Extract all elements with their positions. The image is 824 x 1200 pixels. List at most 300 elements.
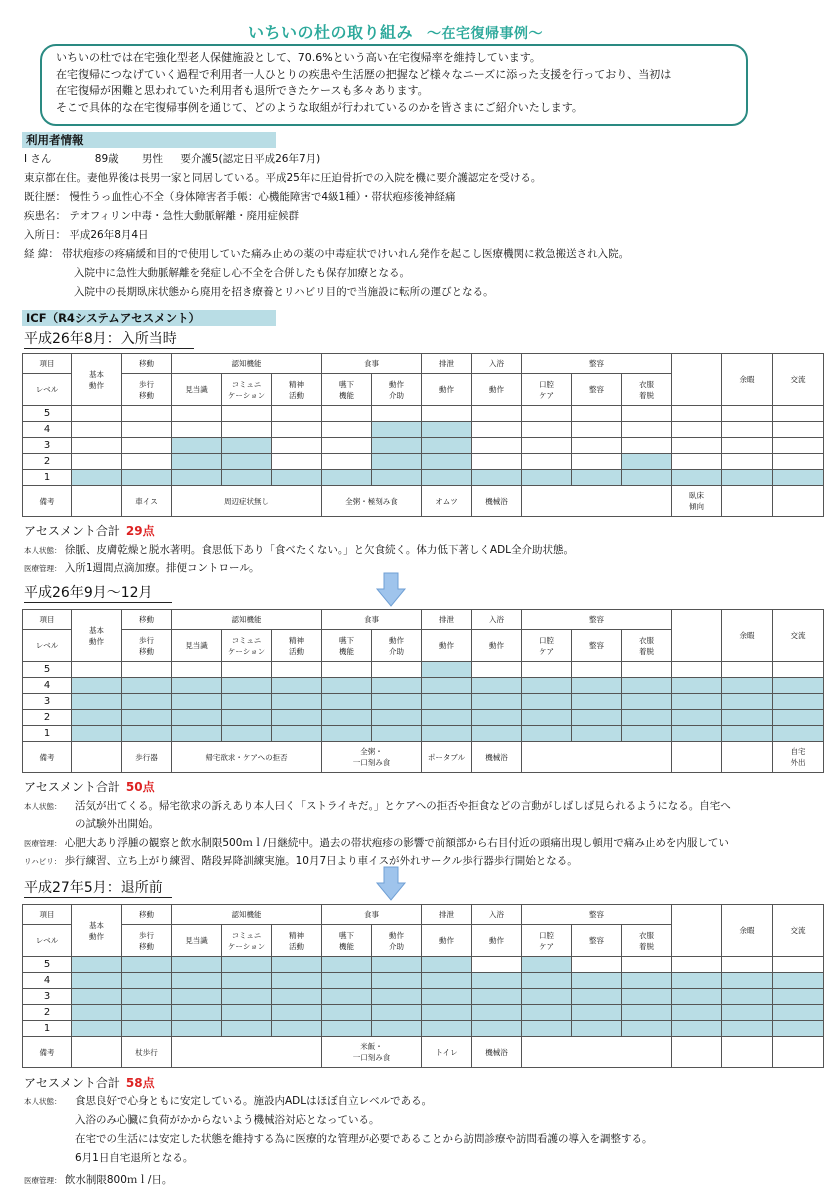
level-cell (472, 454, 522, 470)
header-basic: 基本 動作 (72, 610, 122, 662)
level-cell (773, 438, 824, 454)
level-cell (172, 710, 222, 726)
level-cell (622, 989, 672, 1005)
level-cell (773, 973, 824, 989)
level-cell (372, 470, 422, 486)
level-cell (672, 454, 722, 470)
level-cell (572, 454, 622, 470)
intro-line: そこで具体的な在宅復帰事例を通じて、どのような取組が行われているのかを皆さまにご紹介いたします。 (56, 100, 583, 114)
rehab-text: 歩行練習、立ち上がり練習、階段昇降訓練実施。10月7日より車イスが外れサークル歩行器歩行開始となる。 (64, 855, 578, 867)
level-cell (122, 726, 172, 742)
level-cell (122, 989, 172, 1005)
level-cell (773, 1005, 824, 1021)
level-cell (672, 694, 722, 710)
arrow-down-icon (376, 867, 406, 901)
level-cell (272, 1021, 322, 1037)
note-meal: 米飯・ 一口刻み食 (322, 1037, 422, 1068)
header-communication: コミュニ ケーション (222, 374, 272, 406)
header-bath-act: 動作 (472, 630, 522, 662)
level-cell (572, 422, 622, 438)
level-cell (672, 422, 722, 438)
header-groom: 整容 (572, 925, 622, 957)
level-cell (272, 989, 322, 1005)
level-cell (622, 470, 672, 486)
level-cell (372, 406, 422, 422)
level-cell (122, 694, 172, 710)
header-excretion-act: 動作 (422, 630, 472, 662)
header-meal: 食事 (322, 905, 422, 925)
level-cell (372, 422, 422, 438)
note-cell (72, 1037, 122, 1068)
level-cell (522, 1021, 572, 1037)
level-cell (522, 957, 572, 973)
note-walk: 歩行器 (122, 742, 172, 773)
status-text: 徐脈、皮膚乾燥と脱水著明。食思低下あり「食べたくない。」と欠食続く。体力低下著しくADL全介助状態。 (64, 544, 574, 556)
level-cell (722, 678, 773, 694)
level-cell (422, 973, 472, 989)
total-points: 58点 (125, 1076, 155, 1090)
status-row (24, 543, 574, 558)
level-cell (222, 438, 272, 454)
header-mental: 精神 活動 (272, 630, 322, 662)
level-cell (572, 710, 622, 726)
header-cognition: 認知機能 (172, 905, 322, 925)
note-leisure-bed (672, 1037, 722, 1068)
level-label: 3 (23, 438, 72, 454)
level-cell (672, 726, 722, 742)
status-text: 6月1日自宅退所となる。 (75, 1152, 194, 1164)
intro-line: いちいの杜では在宅強化型老人保健施設として、70.6%という高い在宅復帰率を維持しています。 (56, 51, 541, 64)
header-leisure: 余暇 (722, 905, 773, 957)
level-cell (372, 710, 422, 726)
level-cell (622, 454, 672, 470)
status-text: の試験外出開始。 (75, 818, 159, 830)
status-row (24, 799, 62, 814)
header-bath: 入浴 (472, 354, 522, 374)
note-social (773, 1037, 824, 1068)
level-cell (672, 1021, 722, 1037)
level-cell (622, 1021, 672, 1037)
level-cell (322, 406, 372, 422)
level-cell (722, 957, 773, 973)
level-cell (572, 438, 622, 454)
level-cell (122, 438, 172, 454)
level-cell (773, 710, 824, 726)
level-cell (422, 694, 472, 710)
level-cell (372, 1005, 422, 1021)
status-row (24, 1094, 62, 1109)
user-residence: 東京都在住。妻他界後は長男一家と同居している。平成25年に圧迫骨折での入院を機に要介護認定を受ける。 (24, 172, 542, 184)
level-cell (672, 470, 722, 486)
note-cell (72, 486, 122, 517)
level-cell (422, 726, 472, 742)
header-orientation: 見当識 (172, 630, 222, 662)
icf-table (22, 609, 824, 773)
level-cell (72, 694, 122, 710)
header-level: レベル (23, 630, 72, 662)
level-label: 5 (23, 957, 72, 973)
status-label: 本人状態： (24, 546, 62, 555)
level-cell (722, 726, 773, 742)
level-cell (522, 726, 572, 742)
level-label: 4 (23, 422, 72, 438)
level-cell (272, 406, 322, 422)
icf-table (22, 904, 824, 1068)
level-cell (372, 694, 422, 710)
level-cell (172, 694, 222, 710)
level-cell (773, 406, 824, 422)
header-excretion: 排泄 (422, 354, 472, 374)
level-cell (522, 694, 572, 710)
status-text: 入浴のみ心臓に負荷がかからないよう機械浴対応となっている。 (75, 1114, 380, 1126)
header-grooming: 整容 (522, 354, 672, 374)
level-cell (322, 989, 372, 1005)
level-cell (622, 710, 672, 726)
level-cell (122, 710, 172, 726)
user-disease: 疾患名： テオフィリン中毒・急性大動脈解離・廃用症候群 (24, 210, 299, 222)
level-cell (372, 973, 422, 989)
intro-line: 在宅復帰につなげていく過程で利用者一人ひとりの疾患や生活歴の把握など様々なニーズに添った支援を行っており、当初は (56, 67, 672, 81)
status-text: 食思良好で心身ともに安定している。施設内ADLはほぼ自立レベルである。 (75, 1095, 433, 1107)
note-grooming (522, 1037, 672, 1068)
medical-row (24, 1173, 172, 1188)
level-cell (522, 406, 572, 422)
level-cell (422, 662, 472, 678)
level-cell (672, 662, 722, 678)
header-cognition: 認知機能 (172, 354, 322, 374)
header-oral-care: 口腔 ケア (522, 630, 572, 662)
level-cell (422, 422, 472, 438)
level-cell (222, 1021, 272, 1037)
user-background-2: 入院中に急性大動脈解離を発症し心不全を合併したも保存加療となる。 (74, 267, 410, 279)
header-meal: 食事 (322, 354, 422, 374)
level-cell (372, 957, 422, 973)
level-cell (773, 678, 824, 694)
header-dress: 衣服 着脱 (622, 925, 672, 957)
header-orientation: 見当識 (172, 374, 222, 406)
level-cell (272, 694, 322, 710)
level-cell (622, 406, 672, 422)
level-cell (272, 1005, 322, 1021)
header-leisure: 余暇 (722, 610, 773, 662)
level-cell (572, 989, 622, 1005)
level-cell (722, 710, 773, 726)
rehab-row (24, 854, 578, 869)
level-cell (672, 957, 722, 973)
level-cell (172, 957, 222, 973)
level-cell (322, 726, 372, 742)
header-walk: 歩行 移動 (122, 630, 172, 662)
level-cell (472, 694, 522, 710)
note-leisure-bed: 臥床 傾向 (672, 486, 722, 517)
medical-row (24, 836, 775, 851)
phase-title: 平成26年8月：入所当時 (24, 330, 194, 349)
note-meal: 全粥・極刻み食 (322, 486, 422, 517)
level-cell (72, 726, 122, 742)
header-leisure: 余暇 (722, 354, 773, 406)
header-assist: 動作 介助 (372, 630, 422, 662)
note-bath: 機械浴 (472, 1037, 522, 1068)
medical-label: 医療管理： (24, 564, 62, 573)
header-bath-act: 動作 (472, 374, 522, 406)
level-cell (773, 957, 824, 973)
level-label: 3 (23, 989, 72, 1005)
note-cognition: 帰宅欲求・ケアへの拒否 (172, 742, 322, 773)
note-excretion: トイレ (422, 1037, 472, 1068)
user-admission: 入所日： 平成26年8月4日 (24, 229, 149, 241)
status-text: 活気が出てくる。帰宅欲求の訴えあり本人曰く「ストライキだ。」とケアへの拒否や拒食などの言動がしばしば見られるようになる。自宅へ (75, 800, 731, 812)
header-level: レベル (23, 925, 72, 957)
level-label: 4 (23, 678, 72, 694)
assessment-total (24, 778, 155, 795)
level-cell (522, 678, 572, 694)
note-leisure (722, 742, 773, 773)
medical-row (24, 561, 259, 576)
level-cell (672, 1005, 722, 1021)
note-grooming (522, 742, 672, 773)
header-groom: 整容 (572, 374, 622, 406)
level-cell (322, 1005, 372, 1021)
level-cell (522, 438, 572, 454)
level-cell (72, 662, 122, 678)
rehab-label: リハビリ： (24, 857, 62, 866)
level-cell (272, 438, 322, 454)
level-cell (222, 422, 272, 438)
level-cell (773, 989, 824, 1005)
level-label: 2 (23, 710, 72, 726)
header-swallow: 嚥下 機能 (322, 630, 372, 662)
level-cell (272, 470, 322, 486)
level-cell (472, 957, 522, 973)
header-move: 移動 (122, 354, 172, 374)
level-cell (622, 973, 672, 989)
level-cell (272, 726, 322, 742)
level-cell (222, 726, 272, 742)
title-main: いちいの杜の取り組み (247, 23, 413, 42)
level-cell (72, 957, 122, 973)
level-cell (422, 470, 472, 486)
page-title (0, 20, 791, 43)
level-cell (172, 989, 222, 1005)
level-cell (472, 406, 522, 422)
total-label: アセスメント合計 (24, 780, 120, 794)
user-care-level: 要介護5(認定日平成26年7月) (180, 153, 321, 165)
intro-box (40, 44, 748, 126)
level-cell (122, 957, 172, 973)
phase-title: 平成27年5月：退所前 (24, 879, 172, 898)
level-cell (472, 726, 522, 742)
level-label: 2 (23, 454, 72, 470)
user-history: 既往歴： 慢性うっ血性心不全（身体障害者手帳：心機能障害で4級1種）・帯状疱疹後神経痛 (24, 191, 456, 203)
level-label: 5 (23, 406, 72, 422)
notes-label: 備考 (23, 486, 72, 517)
level-cell (672, 406, 722, 422)
note-meal: 全粥・ 一口刻み食 (322, 742, 422, 773)
level-cell (172, 422, 222, 438)
note-bath: 機械浴 (472, 742, 522, 773)
header-excretion: 排泄 (422, 905, 472, 925)
level-cell (72, 1005, 122, 1021)
level-cell (372, 678, 422, 694)
level-cell (222, 662, 272, 678)
level-cell (222, 694, 272, 710)
header-bath-act: 動作 (472, 925, 522, 957)
level-cell (72, 989, 122, 1005)
level-cell (172, 726, 222, 742)
level-cell (622, 694, 672, 710)
header-grooming: 整容 (522, 610, 672, 630)
level-cell (422, 678, 472, 694)
level-cell (122, 678, 172, 694)
level-cell (472, 678, 522, 694)
level-cell (572, 1021, 622, 1037)
level-label: 3 (23, 694, 72, 710)
level-cell (472, 438, 522, 454)
level-cell (372, 989, 422, 1005)
level-cell (322, 710, 372, 726)
level-cell (272, 710, 322, 726)
icf-table (22, 353, 824, 517)
level-cell (672, 678, 722, 694)
header-cognition: 認知機能 (172, 610, 322, 630)
level-cell (222, 1005, 272, 1021)
level-cell (122, 406, 172, 422)
phase-title: 平成26年9月〜12月 (24, 584, 172, 603)
header-social: 交流 (773, 354, 824, 406)
level-cell (572, 662, 622, 678)
level-cell (472, 422, 522, 438)
notes-label: 備考 (23, 1037, 72, 1068)
level-cell (172, 470, 222, 486)
status-label: 本人状態： (24, 802, 62, 811)
note-walk: 車イス (122, 486, 172, 517)
level-cell (522, 422, 572, 438)
level-cell (422, 454, 472, 470)
medical-text: 心肥大あり浮腫の観察と飲水制限500ｍｌ/日継続中。過去の帯状疱疹の影響で前額部から右目付近の頭痛出現し頓用で痛み止めを内服してい (64, 837, 729, 849)
level-cell (272, 422, 322, 438)
note-grooming (522, 486, 672, 517)
title-sub: 〜在宅復帰事例〜 (427, 26, 543, 42)
header-excretion: 排泄 (422, 610, 472, 630)
level-cell (272, 662, 322, 678)
level-cell (422, 406, 472, 422)
arrow-down-icon (376, 573, 406, 607)
level-label: 5 (23, 662, 72, 678)
level-cell (722, 1021, 773, 1037)
level-cell (722, 973, 773, 989)
level-cell (72, 406, 122, 422)
level-cell (322, 1021, 372, 1037)
level-cell (422, 1005, 472, 1021)
level-cell (522, 662, 572, 678)
level-cell (522, 710, 572, 726)
level-cell (322, 678, 372, 694)
notes-label: 備考 (23, 742, 72, 773)
header-blank (672, 610, 722, 662)
level-cell (272, 957, 322, 973)
note-cell (72, 742, 122, 773)
level-cell (422, 710, 472, 726)
level-cell (572, 678, 622, 694)
level-cell (272, 973, 322, 989)
level-cell (722, 989, 773, 1005)
level-cell (122, 662, 172, 678)
note-leisure (722, 1037, 773, 1068)
level-cell (622, 957, 672, 973)
medical-label: 医療管理： (24, 839, 62, 848)
level-cell (172, 438, 222, 454)
header-level: レベル (23, 374, 72, 406)
header-move: 移動 (122, 905, 172, 925)
level-label: 4 (23, 973, 72, 989)
header-bath: 入浴 (472, 905, 522, 925)
level-label: 2 (23, 1005, 72, 1021)
level-cell (122, 422, 172, 438)
header-dress: 衣服 着脱 (622, 374, 672, 406)
header-item: 項目 (23, 610, 72, 630)
level-cell (222, 406, 272, 422)
level-cell (472, 973, 522, 989)
header-swallow: 嚥下 機能 (322, 374, 372, 406)
header-groom: 整容 (572, 630, 622, 662)
level-cell (272, 678, 322, 694)
level-cell (622, 422, 672, 438)
level-cell (722, 662, 773, 678)
level-cell (172, 1005, 222, 1021)
level-cell (773, 470, 824, 486)
status-label: 本人状態： (24, 1097, 62, 1106)
level-cell (322, 438, 372, 454)
level-cell (773, 662, 824, 678)
header-meal: 食事 (322, 610, 422, 630)
level-cell (773, 726, 824, 742)
level-cell (722, 1005, 773, 1021)
level-cell (572, 973, 622, 989)
user-background: 経 緯： 帯状疱疹の疼痛緩和目的で使用していた痛み止めの薬の中毒症状でけいれん発作を起こし医療機関に救急搬送され入院。 (24, 248, 630, 260)
level-cell (572, 470, 622, 486)
level-cell (472, 989, 522, 1005)
header-mental: 精神 活動 (272, 374, 322, 406)
level-cell (572, 406, 622, 422)
user-age: 89歳 (94, 153, 119, 165)
level-cell (722, 422, 773, 438)
header-excretion-act: 動作 (422, 925, 472, 957)
level-cell (172, 678, 222, 694)
level-cell (322, 973, 372, 989)
level-cell (72, 973, 122, 989)
header-orientation: 見当識 (172, 925, 222, 957)
user-background-3: 入院中の長期臥床状態から廃用を招き療養とリハビリ目的で当施設に転所の運びとなる。 (74, 286, 494, 298)
header-social: 交流 (773, 610, 824, 662)
note-leisure-bed (672, 742, 722, 773)
level-cell (72, 470, 122, 486)
level-cell (472, 662, 522, 678)
level-cell (172, 454, 222, 470)
header-communication: コミュニ ケーション (222, 925, 272, 957)
header-walk: 歩行 移動 (122, 925, 172, 957)
level-cell (722, 438, 773, 454)
level-cell (422, 957, 472, 973)
level-cell (72, 710, 122, 726)
level-cell (72, 438, 122, 454)
note-cognition (172, 1037, 322, 1068)
level-cell (622, 1005, 672, 1021)
header-social: 交流 (773, 905, 824, 957)
level-cell (522, 989, 572, 1005)
note-excretion: ポータブル (422, 742, 472, 773)
level-cell (622, 438, 672, 454)
level-cell (172, 662, 222, 678)
